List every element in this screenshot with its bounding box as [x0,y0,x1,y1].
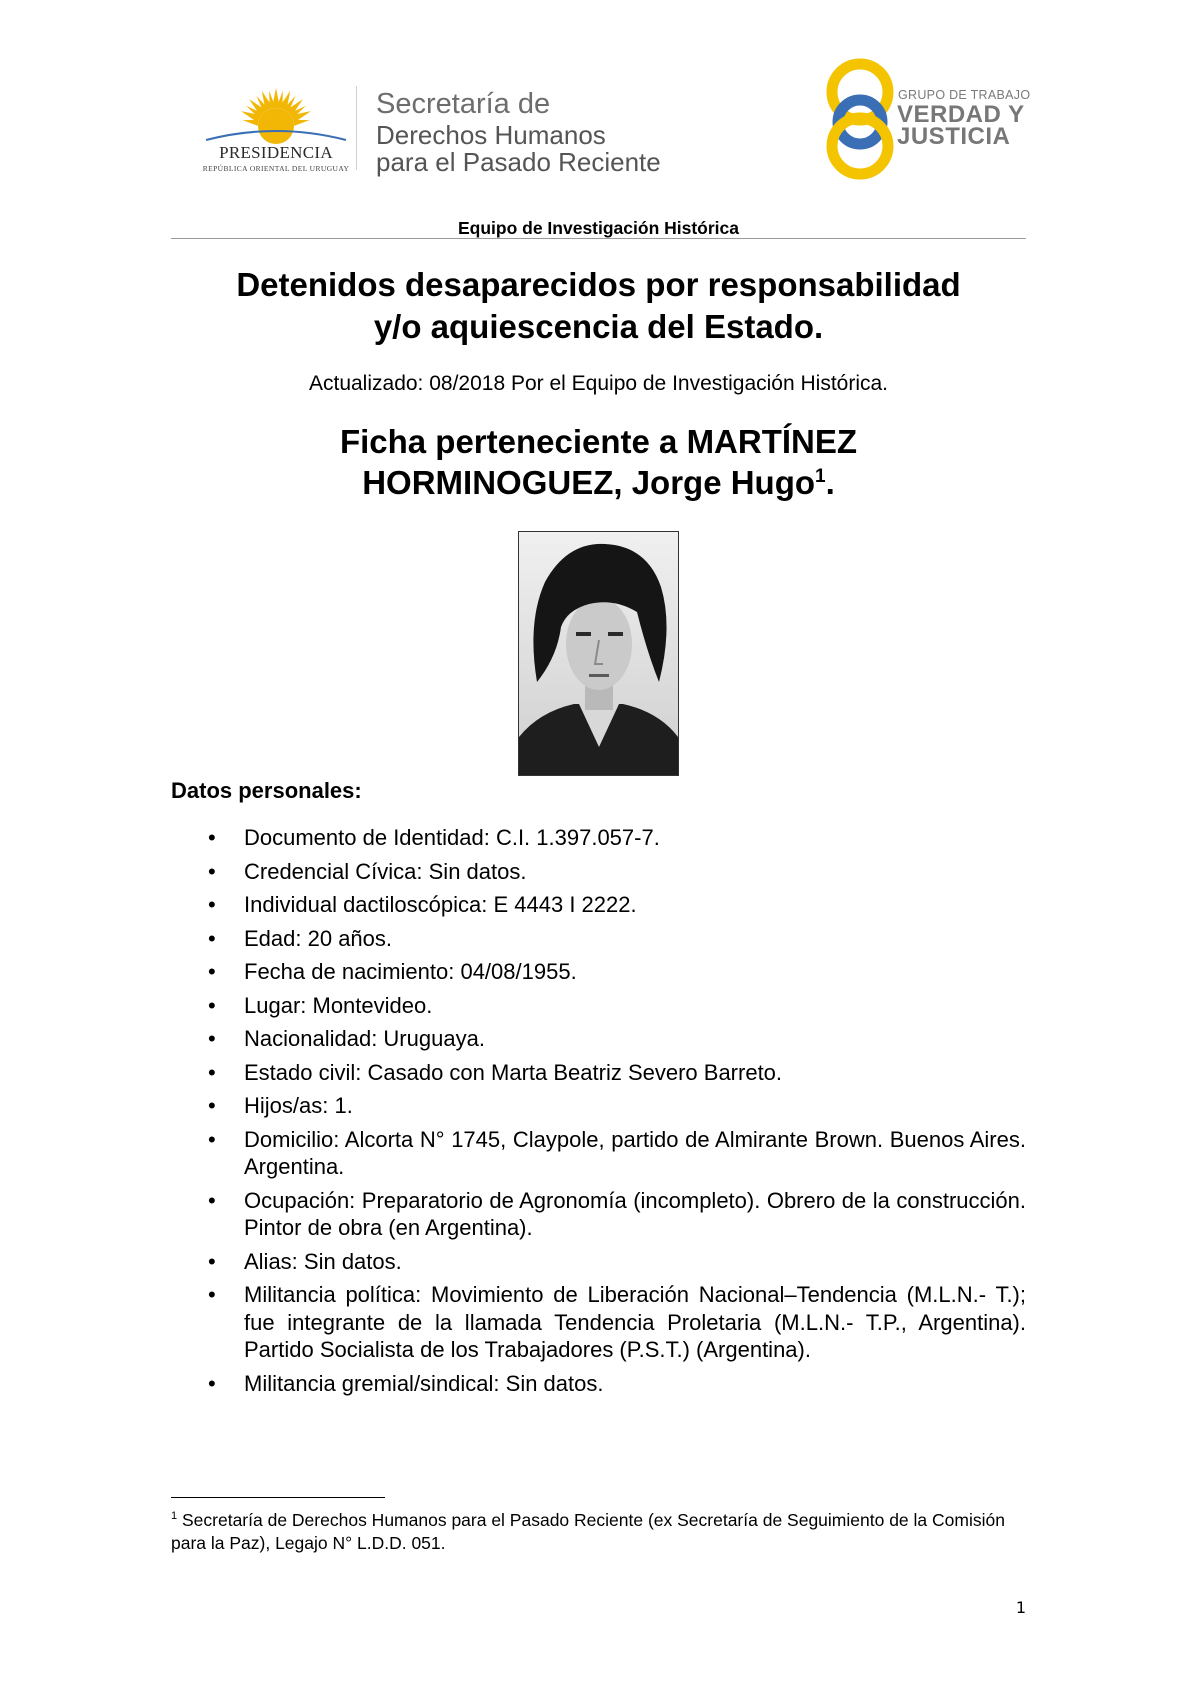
item-text: Hijos/as: 1. [244,1093,353,1118]
secretaria-line3: para el Pasado Reciente [376,147,661,177]
grupo-line1: GRUPO DE TRABAJO [898,88,1031,102]
grupo-line3: JUSTICIA [897,123,1011,150]
footnote-number: 1 [171,1510,178,1522]
footnote-rule [171,1497,385,1498]
presidencia-sun-icon [196,78,356,178]
item-text: Lugar: Montevideo. [244,992,433,1018]
section-heading: Datos personales: [171,778,362,803]
item-text: Estado civil: Casado con Marta Beatriz Severo Barreto. [244,1059,783,1085]
item-text: Credencial Cívica: Sin datos. [244,858,527,884]
bullet: • [208,1059,216,1085]
portrait-image [519,532,678,775]
list-item [171,1281,1026,1364]
item-text: Militancia gremial/sindical: Sin datos. [244,1370,604,1396]
bullet: • [208,1126,216,1152]
record-line2-wrap [171,462,1026,503]
list-item [171,992,1026,1020]
list-item [171,1092,1026,1120]
list-item [171,1370,1026,1398]
grupo-line2: VERDAD Y [897,101,1025,128]
record-title [171,421,1026,503]
item-text: Militancia política: Movimiento de Liberación Nacional–Tendencia (M.L.N.- T.); fue integrante de la llamada Tendencia Proletaria (M.L.N.- T.P., Argentina). Partido Socialista de los Trabajadores (P.S.T.) (Argentina). [244,1282,1026,1362]
list-item [171,958,1026,986]
bullet: • [208,1026,216,1051]
bullet: • [208,858,216,884]
secretaria-line1: Secretaría de [376,88,551,120]
secretaria-line2: Derechos Humanos [376,120,606,150]
title-line1: Detenidos desaparecidos por responsabilidad [236,266,961,303]
list-item [171,1059,1026,1087]
item-text: Individual dactiloscópica: E 4443 I 2222. [244,892,637,917]
item-text: Fecha de nacimiento: 04/08/1955. [244,959,577,984]
item-text: Nacionalidad: Uruguaya. [244,1026,485,1051]
item-text: Alias: Sin datos. [244,1248,402,1274]
presidencia-name: PRESIDENCIA [219,143,333,162]
document-title [171,264,1026,348]
list-item [171,858,1026,886]
header-rule [171,238,1026,239]
bullet: • [208,892,216,917]
footnote-ref: 1 [815,466,826,487]
list-item [171,925,1026,953]
personal-data-list [171,824,1026,1403]
footnote [171,1505,1026,1555]
bullet: • [208,1370,216,1396]
team-label: Equipo de Investigación Histórica [457,218,740,238]
list-item [171,1025,1026,1053]
bullet: • [208,925,216,951]
record-line2-end: . [825,464,835,501]
item-text: Edad: 20 años. [244,925,393,951]
list-item [171,824,1026,852]
bullet: • [208,1248,216,1274]
item-text: Domicilio: Alcorta N° 1745, Claypole, partido de Almirante Brown. Buenos Aires. Argentina. [244,1126,1026,1179]
bullet: • [208,825,216,850]
item-text: Documento de Identidad: C.I. 1.397.057-7. [244,825,660,850]
title-line2: y/o aquiescencia del Estado. [373,308,824,345]
list-item [171,1248,1026,1276]
page-number: 1 [1015,1598,1026,1617]
portrait-photo [518,531,679,776]
updated-note: Actualizado: 08/2018 Por el Equipo de Investigación Histórica. [308,372,889,395]
bullet: • [208,1282,216,1307]
list-item [171,1126,1026,1181]
record-line2: HORMINOGUEZ, Jorge Hugo [362,464,816,501]
bullet: • [208,959,216,984]
list-item [171,1187,1026,1242]
record-line1: Ficha perteneciente a MARTÍNEZ [339,423,858,460]
bullet: • [208,992,216,1018]
bullet: • [208,1187,216,1213]
verdad-justicia-rings-icon [818,54,902,182]
presidencia-subtitle: REPÚBLICA ORIENTAL DEL URUGUAY [202,164,350,173]
item-text: Ocupación: Preparatorio de Agronomía (incompleto). Obrero de la construcción. Pintor de obra (en Argentina). [244,1187,1026,1240]
list-item [171,891,1026,919]
bullet: • [208,1093,216,1118]
header-divider [356,86,357,170]
footnote-text: Secretaría de Derechos Humanos para el Pasado Reciente (ex Secretaría de Seguimiento de la Comisión para la Paz), Legajo N° L.D.D. 051. [171,1509,1005,1553]
